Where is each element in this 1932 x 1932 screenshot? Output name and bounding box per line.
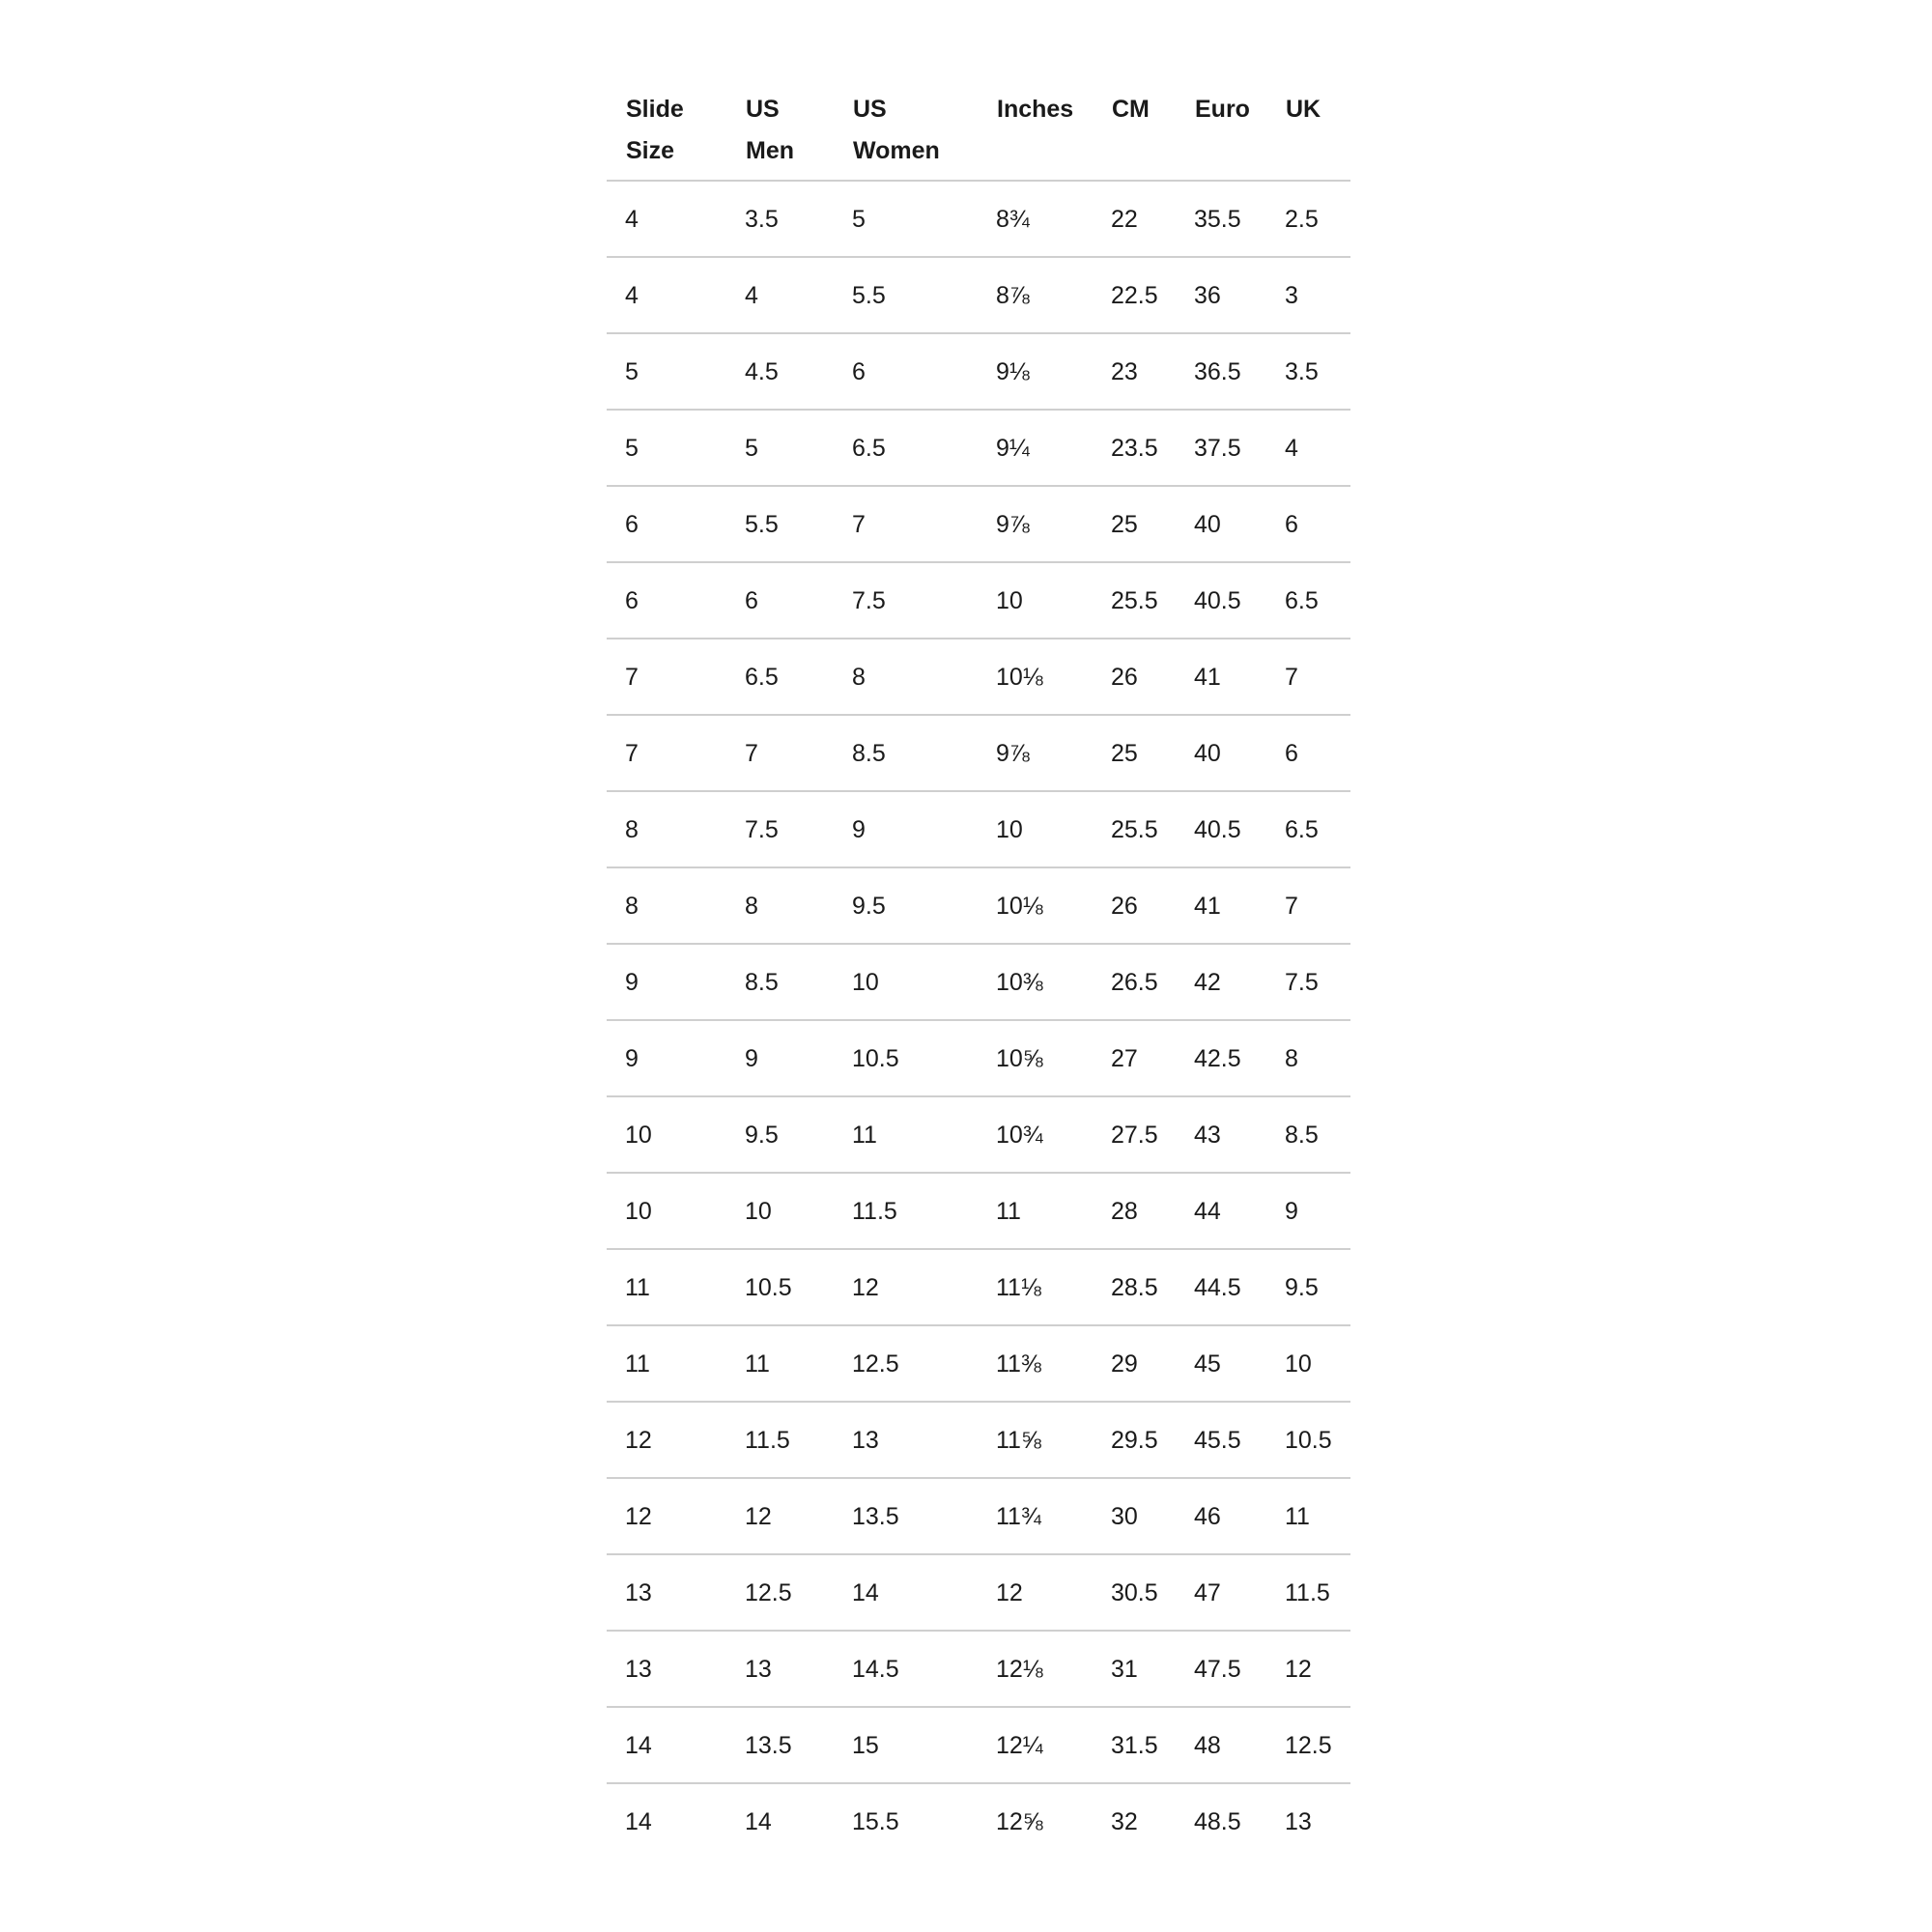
cell-inches: 12 (978, 1554, 1093, 1631)
cell-cm: 30.5 (1093, 1554, 1176, 1631)
table-row (607, 257, 1350, 333)
cell-slide-size: 9 (607, 944, 726, 1020)
table-row (607, 486, 1350, 562)
cell-euro: 40 (1176, 715, 1266, 791)
cell-us-women: 8.5 (834, 715, 978, 791)
cell-slide-size: 13 (607, 1631, 726, 1707)
cell-us-men: 13 (726, 1631, 834, 1707)
header-cm: CM (1093, 89, 1176, 181)
cell-uk: 10 (1266, 1325, 1350, 1402)
cell-euro: 47.5 (1176, 1631, 1266, 1707)
cell-inches: 8¾ (978, 181, 1093, 257)
table-row (607, 1554, 1350, 1631)
cell-cm: 22.5 (1093, 257, 1176, 333)
cell-slide-size: 5 (607, 410, 726, 486)
cell-us-men: 10.5 (726, 1249, 834, 1325)
cell-us-men: 13.5 (726, 1707, 834, 1783)
cell-euro: 37.5 (1176, 410, 1266, 486)
cell-uk: 12 (1266, 1631, 1350, 1707)
cell-slide-size: 8 (607, 791, 726, 867)
cell-slide-size: 11 (607, 1325, 726, 1402)
cell-us-men: 8 (726, 867, 834, 944)
cell-uk: 9.5 (1266, 1249, 1350, 1325)
table-row (607, 944, 1350, 1020)
cell-euro: 41 (1176, 867, 1266, 944)
cell-cm: 26.5 (1093, 944, 1176, 1020)
table-row (607, 1478, 1350, 1554)
header-inches: Inches (978, 89, 1093, 181)
table-row (607, 1707, 1350, 1783)
cell-uk: 7 (1266, 639, 1350, 715)
cell-inches: 10⅝ (978, 1020, 1093, 1096)
cell-cm: 27 (1093, 1020, 1176, 1096)
cell-us-women: 6 (834, 333, 978, 410)
cell-us-women: 12.5 (834, 1325, 978, 1402)
cell-inches: 10 (978, 791, 1093, 867)
cell-cm: 25.5 (1093, 562, 1176, 639)
cell-us-men: 9 (726, 1020, 834, 1096)
cell-us-women: 15.5 (852, 1807, 899, 1835)
cell-cm: 32 (1111, 1807, 1138, 1835)
cell-euro: 42 (1176, 944, 1266, 1020)
cell-inches: 9⅞ (978, 486, 1093, 562)
cell-uk: 6.5 (1266, 791, 1350, 867)
cell-euro: 36.5 (1176, 333, 1266, 410)
cell-slide-size: 4 (607, 257, 726, 333)
cell-us-men: 12 (726, 1478, 834, 1554)
cell-inches: 12¼ (978, 1707, 1093, 1783)
cell-us-men: 6 (726, 562, 834, 639)
cell-us-men: 6.5 (726, 639, 834, 715)
cell-uk: 11.5 (1266, 1554, 1350, 1631)
header-us-women: US Women (834, 89, 978, 181)
cell-us-women: 7.5 (834, 562, 978, 639)
cell-us-men: 11 (726, 1325, 834, 1402)
cell-inches: 9⅞ (978, 715, 1093, 791)
cell-us-women: 11.5 (834, 1173, 978, 1249)
cell-us-women: 7 (834, 486, 978, 562)
cell-us-men: 4 (726, 257, 834, 333)
cell-euro: 44 (1176, 1173, 1266, 1249)
header-row (607, 89, 1350, 181)
cell-slide-size: 7 (607, 715, 726, 791)
cell-uk: 6.5 (1266, 562, 1350, 639)
cell-euro: 44.5 (1176, 1249, 1266, 1325)
cell-slide-size: 7 (607, 639, 726, 715)
cell-us-women: 12 (834, 1249, 978, 1325)
cell-slide-size: 13 (607, 1554, 726, 1631)
cell-uk: 11 (1266, 1478, 1350, 1554)
cell-uk: 2.5 (1266, 181, 1350, 257)
table-row (607, 639, 1350, 715)
cell-slide-size: 14 (625, 1807, 652, 1835)
table-row (607, 1402, 1350, 1478)
cell-us-men: 9.5 (726, 1096, 834, 1173)
cell-cm: 23.5 (1093, 410, 1176, 486)
cell-us-men: 4.5 (726, 333, 834, 410)
cell-inches: 12⅛ (978, 1631, 1093, 1707)
cell-euro: 35.5 (1176, 181, 1266, 257)
cell-inches: 11⅛ (978, 1249, 1093, 1325)
table-row (607, 562, 1350, 639)
size-chart-header (607, 89, 1350, 181)
cell-slide-size: 12 (607, 1402, 726, 1478)
cell-euro: 40.5 (1176, 562, 1266, 639)
cell-slide-size: 9 (607, 1020, 726, 1096)
cell-slide-size: 4 (607, 181, 726, 257)
cell-uk: 8 (1266, 1020, 1350, 1096)
cell-uk: 9 (1266, 1173, 1350, 1249)
cell-inches: 10 (978, 562, 1093, 639)
cell-us-men: 11.5 (726, 1402, 834, 1478)
cell-us-women: 5.5 (834, 257, 978, 333)
cell-euro: 48.5 (1194, 1807, 1241, 1835)
cell-cm: 31.5 (1093, 1707, 1176, 1783)
cell-slide-size: 6 (607, 562, 726, 639)
cell-slide-size: 12 (607, 1478, 726, 1554)
cell-us-women: 10.5 (834, 1020, 978, 1096)
cell-euro: 36 (1176, 257, 1266, 333)
cell-slide-size: 5 (607, 333, 726, 410)
cell-inches: 11 (978, 1173, 1093, 1249)
cell-euro: 43 (1176, 1096, 1266, 1173)
cell-us-men: 10 (726, 1173, 834, 1249)
cell-cm: 28 (1093, 1173, 1176, 1249)
cell-uk: 8.5 (1266, 1096, 1350, 1173)
cell-us-men: 5 (726, 410, 834, 486)
cell-us-men: 7 (726, 715, 834, 791)
cell-slide-size: 8 (607, 867, 726, 944)
table-row (607, 410, 1350, 486)
header-slide-size: Slide Size (607, 89, 726, 181)
cell-us-men: 3.5 (726, 181, 834, 257)
table-row (607, 715, 1350, 791)
cell-cm: 31 (1093, 1631, 1176, 1707)
cell-cm: 29.5 (1093, 1402, 1176, 1478)
table-row (607, 333, 1350, 410)
cell-us-men: 12.5 (726, 1554, 834, 1631)
cell-cm: 30 (1093, 1478, 1176, 1554)
table-row (607, 1631, 1350, 1707)
cell-inches: 10⅛ (978, 639, 1093, 715)
cell-inches: 10⅜ (978, 944, 1093, 1020)
cell-slide-size: 6 (607, 486, 726, 562)
cell-inches: 11⅜ (978, 1325, 1093, 1402)
cell-cm: 26 (1093, 867, 1176, 944)
cell-us-women: 8 (834, 639, 978, 715)
cell-slide-size: 10 (607, 1096, 726, 1173)
cell-uk: 7.5 (1266, 944, 1350, 1020)
cell-cm: 26 (1093, 639, 1176, 715)
cell-cm: 25 (1093, 486, 1176, 562)
header-uk: UK (1266, 89, 1350, 181)
cell-us-women: 14 (834, 1554, 978, 1631)
cell-us-women: 15 (834, 1707, 978, 1783)
cell-euro: 40.5 (1176, 791, 1266, 867)
table-row (607, 867, 1350, 944)
cell-us-women: 6.5 (834, 410, 978, 486)
header-euro: Euro (1176, 89, 1266, 181)
cell-us-women: 10 (834, 944, 978, 1020)
cell-us-men: 5.5 (726, 486, 834, 562)
cell-euro: 42.5 (1176, 1020, 1266, 1096)
cell-cm: 28.5 (1093, 1249, 1176, 1325)
cell-cm: 27.5 (1093, 1096, 1176, 1173)
table-row (607, 1020, 1350, 1096)
cell-slide-size: 14 (607, 1707, 726, 1783)
cell-us-women: 14.5 (834, 1631, 978, 1707)
table-row (607, 791, 1350, 867)
cell-inches: 11¾ (978, 1478, 1093, 1554)
cell-euro: 46 (1176, 1478, 1266, 1554)
cell-uk: 6 (1266, 486, 1350, 562)
cell-euro: 47 (1176, 1554, 1266, 1631)
cell-us-women: 9 (834, 791, 978, 867)
cell-uk: 3.5 (1266, 333, 1350, 410)
cell-cm: 23 (1093, 333, 1176, 410)
size-chart-table (607, 89, 1350, 1859)
table-row (607, 1783, 1350, 1859)
cell-inches: 9¼ (978, 410, 1093, 486)
cell-us-women: 11 (834, 1096, 978, 1173)
cell-cm: 29 (1093, 1325, 1176, 1402)
cell-slide-size: 11 (607, 1249, 726, 1325)
cell-uk: 10.5 (1266, 1402, 1350, 1478)
cell-euro: 45.5 (1176, 1402, 1266, 1478)
cell-euro: 40 (1176, 486, 1266, 562)
cell-us-women: 9.5 (834, 867, 978, 944)
table-row (607, 1325, 1350, 1402)
cell-inches: 9⅛ (978, 333, 1093, 410)
cell-uk: 6 (1266, 715, 1350, 791)
cell-uk: 13 (1285, 1807, 1312, 1835)
cell-us-women: 13.5 (834, 1478, 978, 1554)
cell-inches: 10¾ (978, 1096, 1093, 1173)
cell-inches: 10⅛ (978, 867, 1093, 944)
cell-us-men: 14 (745, 1807, 772, 1835)
cell-inches: 8⅞ (978, 257, 1093, 333)
cell-us-women: 13 (834, 1402, 978, 1478)
cell-slide-size: 10 (607, 1173, 726, 1249)
cell-uk: 3 (1266, 257, 1350, 333)
cell-inches: 12⅝ (996, 1807, 1043, 1835)
cell-cm: 25 (1093, 715, 1176, 791)
cell-uk: 4 (1266, 410, 1350, 486)
size-chart-body (607, 181, 1350, 1859)
table-row (607, 181, 1350, 257)
cell-euro: 45 (1176, 1325, 1266, 1402)
cell-cm: 25.5 (1093, 791, 1176, 867)
cell-us-women: 5 (834, 181, 978, 257)
table-row (607, 1096, 1350, 1173)
cell-us-men: 7.5 (726, 791, 834, 867)
table-row (607, 1173, 1350, 1249)
cell-inches: 11⅝ (978, 1402, 1093, 1478)
cell-uk: 7 (1266, 867, 1350, 944)
cell-euro: 48 (1176, 1707, 1266, 1783)
cell-euro: 41 (1176, 639, 1266, 715)
table-row (607, 1249, 1350, 1325)
cell-cm: 22 (1093, 181, 1176, 257)
cell-us-men: 8.5 (726, 944, 834, 1020)
header-us-men: US Men (726, 89, 834, 181)
cell-uk: 12.5 (1266, 1707, 1350, 1783)
